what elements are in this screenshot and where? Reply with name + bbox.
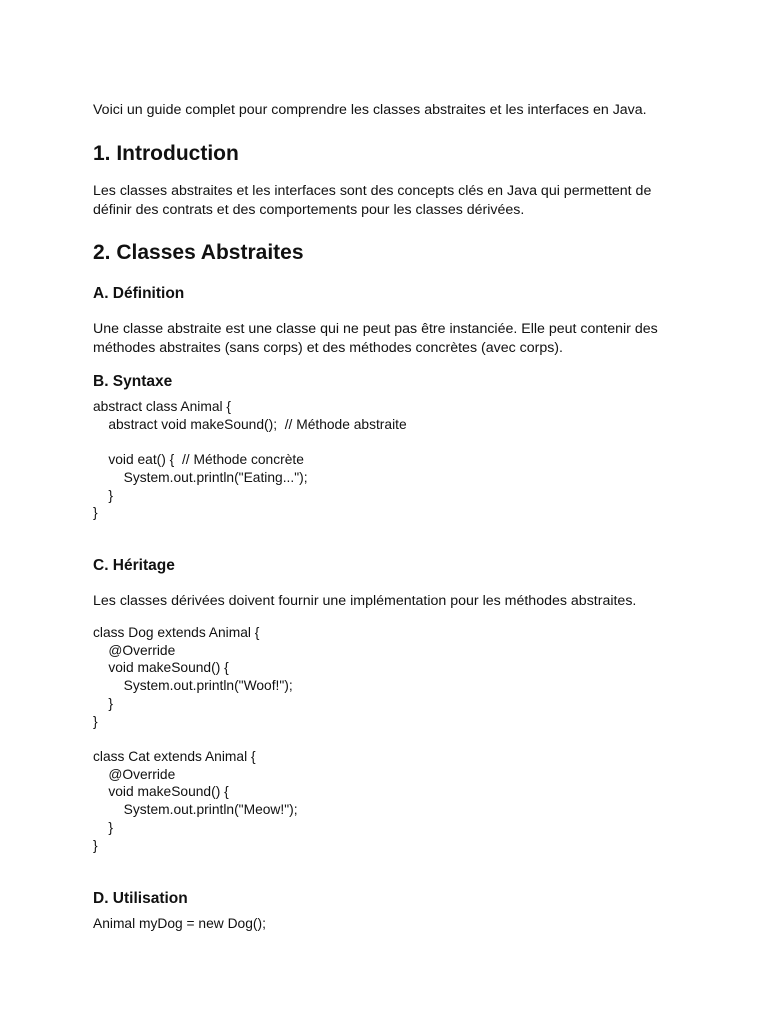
code-block-utilisation: Animal myDog = new Dog(); [93, 916, 266, 931]
introduction-paragraph: Les classes abstraites et les interfaces sont des concepts clés en Java qui permettent de définir des contrats et des comportements pour les classes dérivées. [93, 183, 652, 218]
code-block-syntaxe: abstract class Animal { abstract void makeSound(); // Méthode abstraite void eat() { // Méthode concrète System.out.println("Eating..."); } } [93, 399, 407, 521]
heritage-paragraph: Les classes dérivées doivent fournir une implémentation pour les méthodes abstraites. [93, 593, 637, 609]
heading-introduction: 1. Introduction [93, 142, 239, 165]
code-block-cat: class Cat extends Animal { @Override void makeSound() { System.out.println("Meow!"); } } [93, 749, 298, 853]
heading-definition: A. Définition [93, 285, 185, 302]
heading-heritage: C. Héritage [93, 557, 175, 574]
heading-syntaxe: B. Syntaxe [93, 373, 173, 390]
code-block-dog: class Dog extends Animal { @Override void makeSound() { System.out.println("Woof!"); } } [93, 625, 293, 729]
definition-paragraph: Une classe abstraite est une classe qui ne peut pas être instanciée. Elle peut contenir des méthodes abstraites (sans corps) et des méthodes concrètes (avec corps). [93, 321, 658, 356]
heading-utilisation: D. Utilisation [93, 890, 188, 907]
intro-paragraph: Voici un guide complet pour comprendre les classes abstraites et les interfaces en Java. [93, 102, 647, 118]
heading-classes-abstraites: 2. Classes Abstraites [93, 241, 304, 264]
